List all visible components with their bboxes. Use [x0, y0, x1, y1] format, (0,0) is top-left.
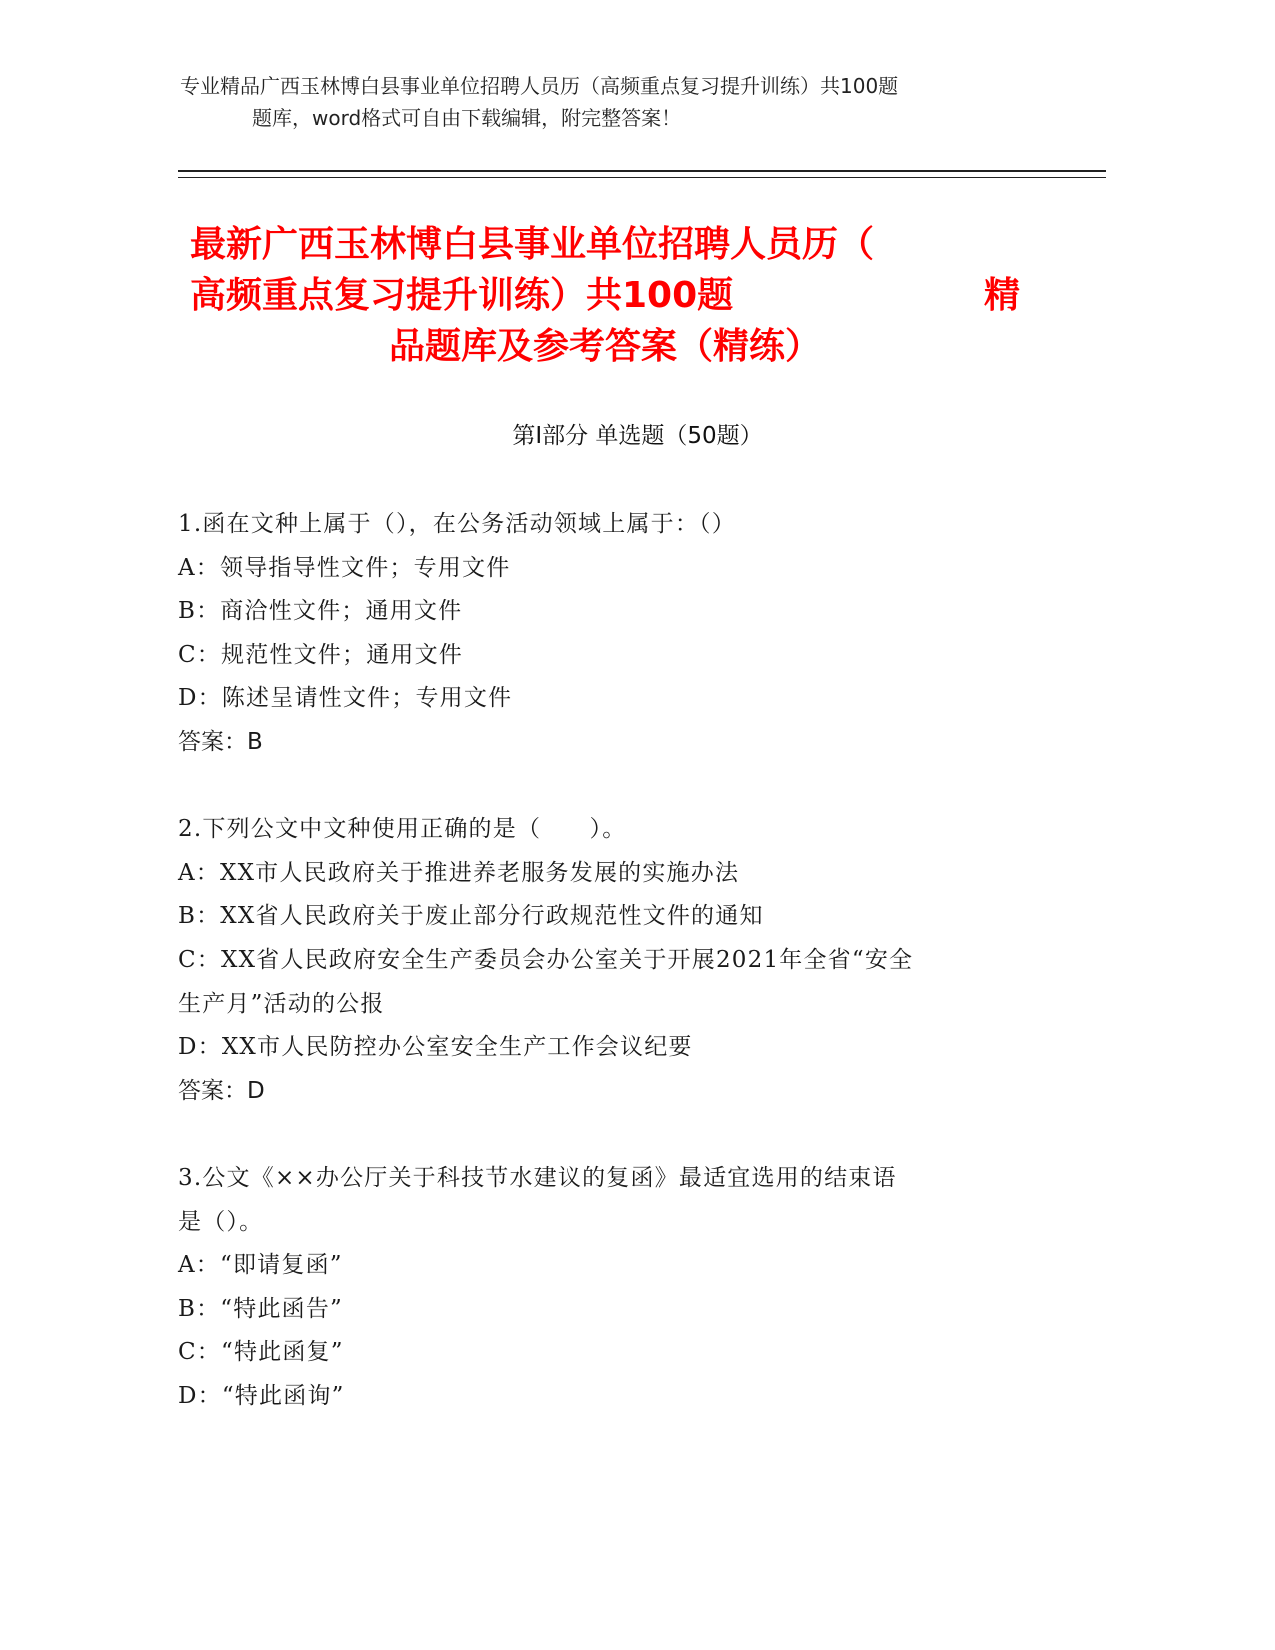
answer-option: C：“特此函复”	[178, 1339, 344, 1366]
answer-option: C：规范性文件；通用文件	[178, 641, 463, 668]
title-line-2-right: 精	[983, 275, 1020, 316]
section-heading: 第Ⅰ部分 单选题（50题）	[512, 423, 763, 449]
answer-option: C：XX省人民政府安全生产委员会办公室关于开展2021年全省“安全	[178, 946, 914, 973]
answer-option: 生产月”活动的公报	[178, 990, 385, 1017]
answer-key: 答案：B	[178, 728, 263, 755]
question-3	[178, 1157, 1038, 1419]
title-line-2-left: 高频重点复习提升训练）共100题	[190, 275, 734, 316]
question-2	[178, 808, 1038, 1113]
answer-option: D：“特此函询”	[178, 1382, 345, 1409]
answer-option: B：XX省人民政府关于废止部分行政规范性文件的通知	[178, 903, 764, 930]
answer-option: B：“特此函告”	[178, 1295, 344, 1322]
title-line-2	[190, 270, 1020, 321]
title-line-3: 品题库及参考答案（精练）	[388, 326, 821, 367]
answer-option: D：陈述呈请性文件；专用文件	[178, 685, 513, 712]
question-stem-line: 1.函在文种上属于（），在公务活动领域上属于：（）	[178, 511, 736, 537]
page-header	[180, 70, 1060, 134]
document-title	[190, 219, 1020, 372]
answer-key: 答案：D	[178, 1077, 265, 1104]
title-line-1: 最新广西玉林博白县事业单位招聘人员历（	[190, 224, 875, 265]
question-stem-line: 2.下列公文中文种使用正确的是（ ）。	[178, 816, 627, 843]
answer-option: B：商洽性文件；通用文件	[178, 598, 463, 625]
header-line-2: 题库，word格式可自由下载编辑，附完整答案！	[252, 106, 682, 130]
answer-option: A：领导指导性文件；专用文件	[178, 554, 511, 581]
answer-option: A：XX市人民政府关于推进养老服务发展的实施办法	[178, 859, 740, 886]
header-divider-thick	[178, 170, 1106, 172]
header-line-1: 专业精品广西玉林博白县事业单位招聘人员历（高频重点复习提升训练）共100题	[180, 74, 899, 98]
question-list	[178, 503, 1038, 1462]
question-stem-line: 3.公文《××办公厅关于科技节水建议的复函》最适宜选用的结束语	[178, 1164, 897, 1191]
answer-option: D：XX市人民防控办公室安全生产工作会议纪要	[178, 1034, 693, 1061]
header-divider-thin	[178, 177, 1106, 178]
question-1	[178, 503, 1038, 765]
answer-option: A：“即请复函”	[178, 1252, 343, 1279]
question-stem-line: 是（）。	[178, 1208, 264, 1235]
